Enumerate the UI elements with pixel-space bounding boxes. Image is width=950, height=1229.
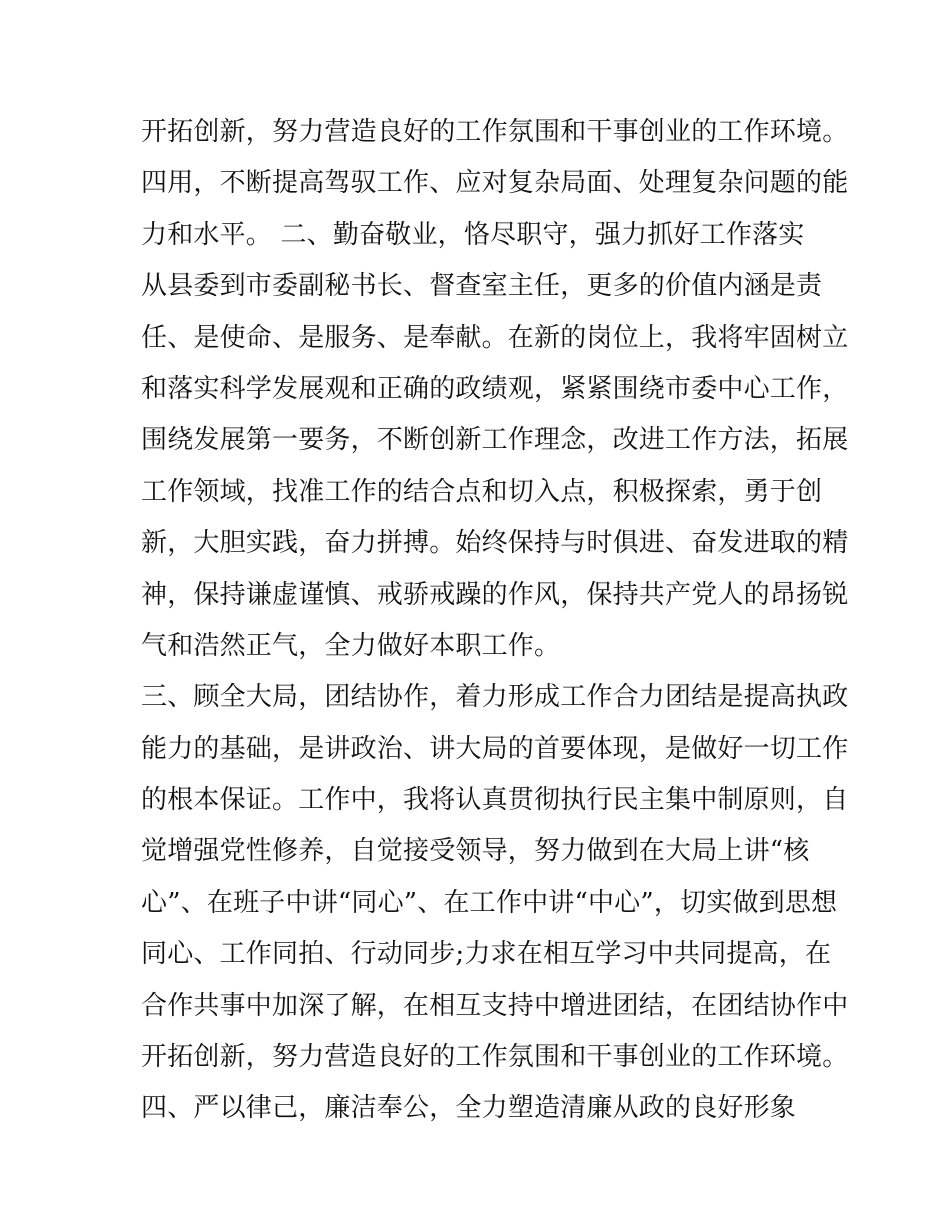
text-line: 开拓创新，努力营造良好的工作氛围和干事创业的工作环境。 (141, 117, 849, 147)
text-line: 力和水平。 二、勤奋敬业，恪尽职守，强力抓好工作落实 (141, 219, 805, 250)
text-line: 神，保持谦虚谨慎、戒骄戒躁的作风，保持共产党人的昂扬锐 (141, 579, 849, 610)
text-line: 气和浩然正气，全力做好本职工作。 (141, 630, 561, 661)
text-line: 新，大胆实践，奋力拼搏。始终保持与时俱进、奋发进取的精 (141, 528, 849, 559)
text-line: 任、是使命、是服务、是奉献。在新的岗位上，我将牢固树立 (141, 322, 849, 353)
text-line: 围绕发展第一要务，不断创新工作理念，改进工作方法，拓展 (141, 425, 849, 456)
text-line: 四用，不断提高驾驭工作、应对复杂局面、处理复杂问题的能 (141, 168, 849, 199)
text-line: 从县委到市委副秘书长、督查室主任，更多的价值内涵是责 (141, 271, 823, 302)
text-line: 的根本保证。工作中，我将认真贯彻执行民主集中制原则，自 (141, 785, 849, 816)
document-body (141, 107, 849, 1135)
text-line: 三、顾全大局，团结协作，着力形成工作合力团结是提高执政 (141, 682, 849, 713)
text-line: 觉增强党性修养，自觉接受领导，努力做到在大局上讲“核 (141, 836, 810, 867)
text-line: 能力的基础，是讲政治、讲大局的首要体现，是做好一切工作 (141, 733, 849, 764)
text-line: 合作共事中加深了解，在相互支持中增进团结，在团结协作中 (141, 990, 849, 1021)
text-line: 同心、工作同拍、行动同步;力求在相互学习中共同提高，在 (141, 939, 832, 970)
text-line: 开拓创新，努力营造良好的工作氛围和干事创业的工作环境。 (141, 1042, 849, 1073)
text-line: 心”、在班子中讲“同心”、在工作中讲“中心”，切实做到思想 (141, 887, 838, 918)
text-line: 和落实科学发展观和正确的政绩观，紧紧围绕市委中心工作， (141, 373, 849, 404)
text-line: 四、严以律己，廉洁奉公，全力塑造清廉从政的良好形象 (141, 1093, 797, 1124)
text-line: 工作领域，找准工作的结合点和切入点，积极探索，勇于创 (141, 476, 823, 507)
